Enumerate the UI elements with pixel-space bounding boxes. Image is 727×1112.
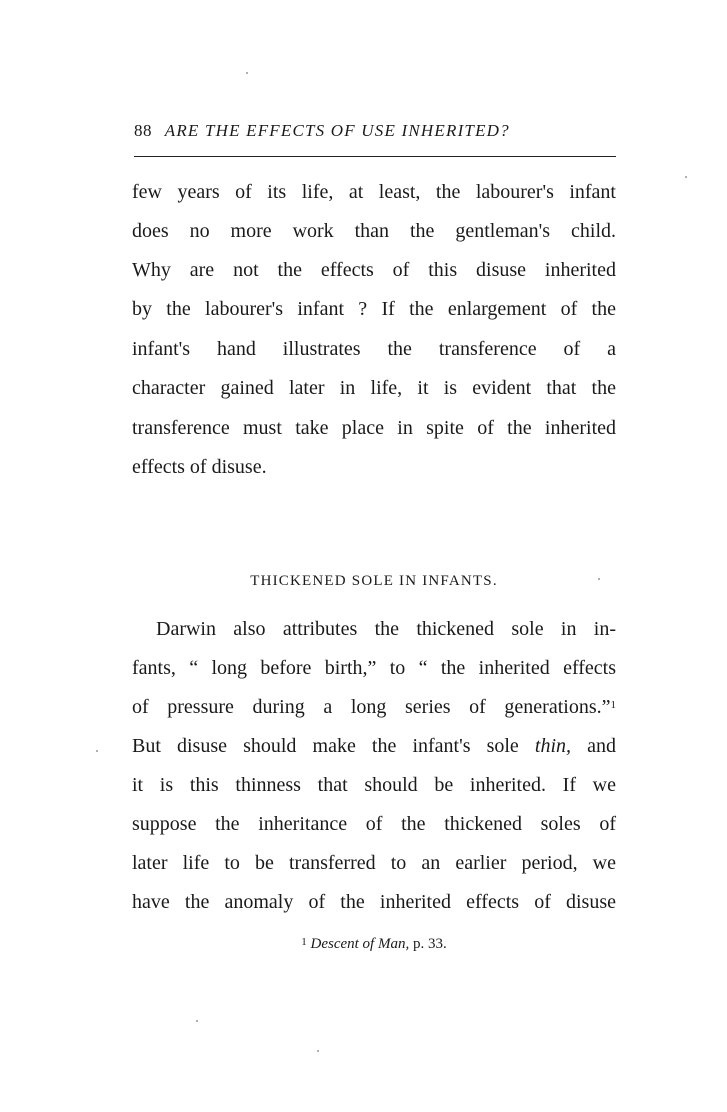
paragraph2-line: have the anomaly of the inherited effects of disuse <box>132 891 616 913</box>
header-rule <box>134 156 616 157</box>
scan-speck <box>96 750 98 752</box>
running-head-title: ARE THE EFFECTS OF USE INHERITED? <box>164 121 510 140</box>
paragraph2-line: it is this thinness that should be inherited. If we <box>132 774 616 796</box>
paragraph1-line: transference must take place in spite of the inherited <box>132 417 616 439</box>
paragraph2-line3-text: of pressure during a long series of generations.” <box>132 696 611 718</box>
paragraph1-line: Why are not the effects of this disuse inherited <box>132 259 616 281</box>
footnote-page-ref: p. 33. <box>412 936 447 952</box>
running-head <box>134 121 616 141</box>
paragraph1-line: effects of disuse. <box>132 456 267 478</box>
footnote-title: Descent of Man, <box>310 936 410 952</box>
paragraph2-line <box>132 694 616 720</box>
section-heading: THICKENED SOLE IN INFANTS. <box>250 573 498 589</box>
paragraph2-line: fants, “ long before birth,” to “ the inherited effects <box>132 657 616 679</box>
paragraph2-line4-end: and <box>571 735 616 757</box>
scan-speck <box>598 578 600 580</box>
footnote <box>132 934 616 954</box>
footnote-number: 1 <box>301 936 307 948</box>
paragraph2-line4-text: But disuse should make the infant's sole <box>132 735 535 757</box>
paragraph1-line: character gained later in life, it is evident that the <box>132 377 616 399</box>
paragraph1-line: by the labourer's infant ? If the enlargement of the <box>132 298 616 320</box>
paragraph1-line: few years of its life, at least, the labourer's infant <box>132 181 616 203</box>
paragraph1-line: does no more work than the gentleman's child. <box>132 220 616 242</box>
scan-speck <box>246 72 248 74</box>
scan-speck <box>317 1050 319 1052</box>
paragraph2-line: suppose the inheritance of the thickened soles of <box>132 813 616 835</box>
scan-speck <box>196 1020 198 1022</box>
footnote-marker: 1 <box>610 699 616 711</box>
emphasized-word: thin, <box>534 735 572 757</box>
paragraph2-line <box>132 733 616 759</box>
scan-speck <box>685 176 687 178</box>
paragraph2-line: later life to be transferred to an earlier period, we <box>132 852 616 874</box>
page-number: 88 <box>134 121 152 140</box>
paragraph1-line: infant's hand illustrates the transference of a <box>132 338 616 360</box>
paragraph2-line: Darwin also attributes the thickened sole in in- <box>156 618 616 640</box>
